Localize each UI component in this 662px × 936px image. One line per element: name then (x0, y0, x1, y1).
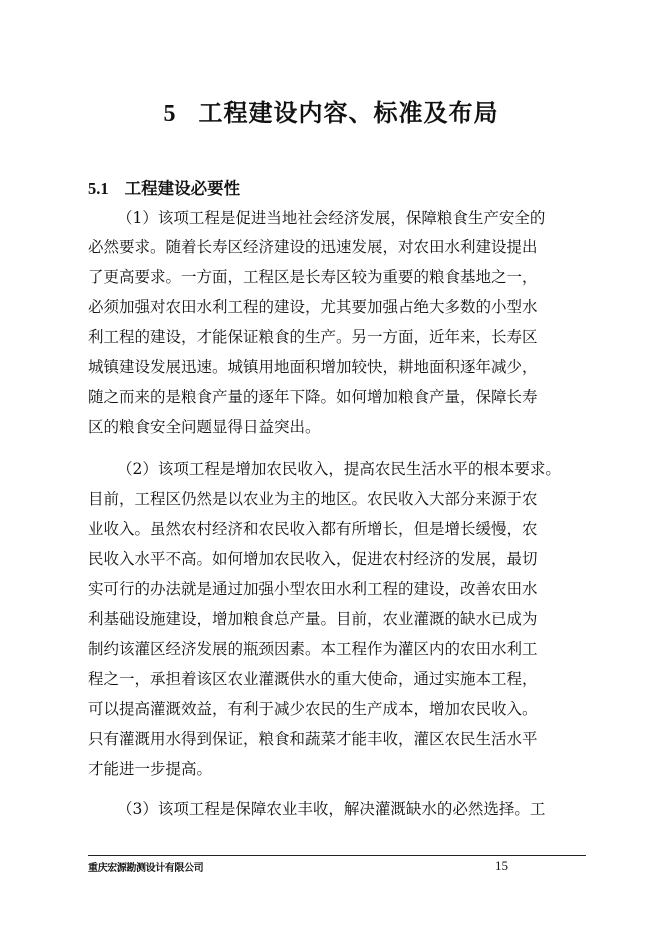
chapter-number: 5 (163, 101, 177, 127)
page-number: 15 (495, 858, 508, 873)
text-line: 区的粮食安全问题显得日益突出。 (88, 418, 321, 436)
text-line: （3）该项工程是保障农业丰收，解决灌溉缺水的必然选择。工 (117, 800, 546, 818)
footer-divider (88, 855, 586, 856)
chapter-title (0, 93, 662, 128)
text-line: 了更高要求。一方面，工程区是长寿区较为重要的粮食基地之一， (88, 268, 538, 286)
text-line: （1）该项工程是促进当地社会经济发展，保障粮食生产安全的 (117, 209, 546, 227)
text-line: 必须加强对农田水利工程的建设，尤其要加强占绝大多数的小型水 (88, 298, 538, 316)
text-line: 随之而来的是粮食产量的逐年下降。如何增加粮食产量，保障长寿 (88, 388, 538, 406)
text-line: 利工程的建设，才能保证粮食的生产。另一方面，近年来，长寿区 (88, 328, 538, 346)
chapter-title-text: 工程建设内容、标准及布局 (198, 98, 499, 127)
text-line: 才能进一步提高。 (88, 760, 213, 778)
text-line: 城镇建设发展迅速。城镇用地面积增加较快，耕地面积逐年减少， (88, 358, 538, 376)
text-line: 可以提高灌溉效益，有利于减少农民的生产成本，增加农民收入。 (88, 700, 538, 718)
section-number: 5.1 (88, 179, 109, 198)
text-line: 民收入水平不高。如何增加农民收入，促进农村经济的发展，最切 (88, 550, 538, 568)
text-line: 只有灌溉用水得到保证，粮食和蔬菜才能丰收，灌区农民生活水平 (88, 730, 538, 748)
section-title (88, 175, 240, 199)
text-line: 业收入。虽然农村经济和农民收入都有所增长，但是增长缓慢，农 (88, 520, 538, 538)
text-line: 实可行的办法就是通过加强小型农田水利工程的建设，改善农田水 (88, 580, 538, 598)
text-line: 程之一，承担着该区农业灌溉供水的重大使命，通过实施本工程， (88, 670, 538, 688)
text-line: 制约该灌区经济发展的瓶颈因素。本工程作为灌区内的农田水利工 (88, 640, 538, 658)
footer-company: 重庆宏源勘测设计有限公司 (88, 863, 204, 874)
text-line: （2）该项工程是增加农民收入，提高农民生活水平的根本要求。 (117, 460, 561, 478)
text-line: 必然要求。随着长寿区经济建设的迅速发展，对农田水利建设提出 (88, 238, 538, 256)
section-title-text: 工程建设必要性 (124, 179, 241, 198)
text-line: 利基础设施建设，增加粮食总产量。目前，农业灌溉的缺水已成为 (88, 610, 538, 628)
text-line: 目前，工程区仍然是以农业为主的地区。农民收入大部分来源于农 (88, 490, 538, 508)
